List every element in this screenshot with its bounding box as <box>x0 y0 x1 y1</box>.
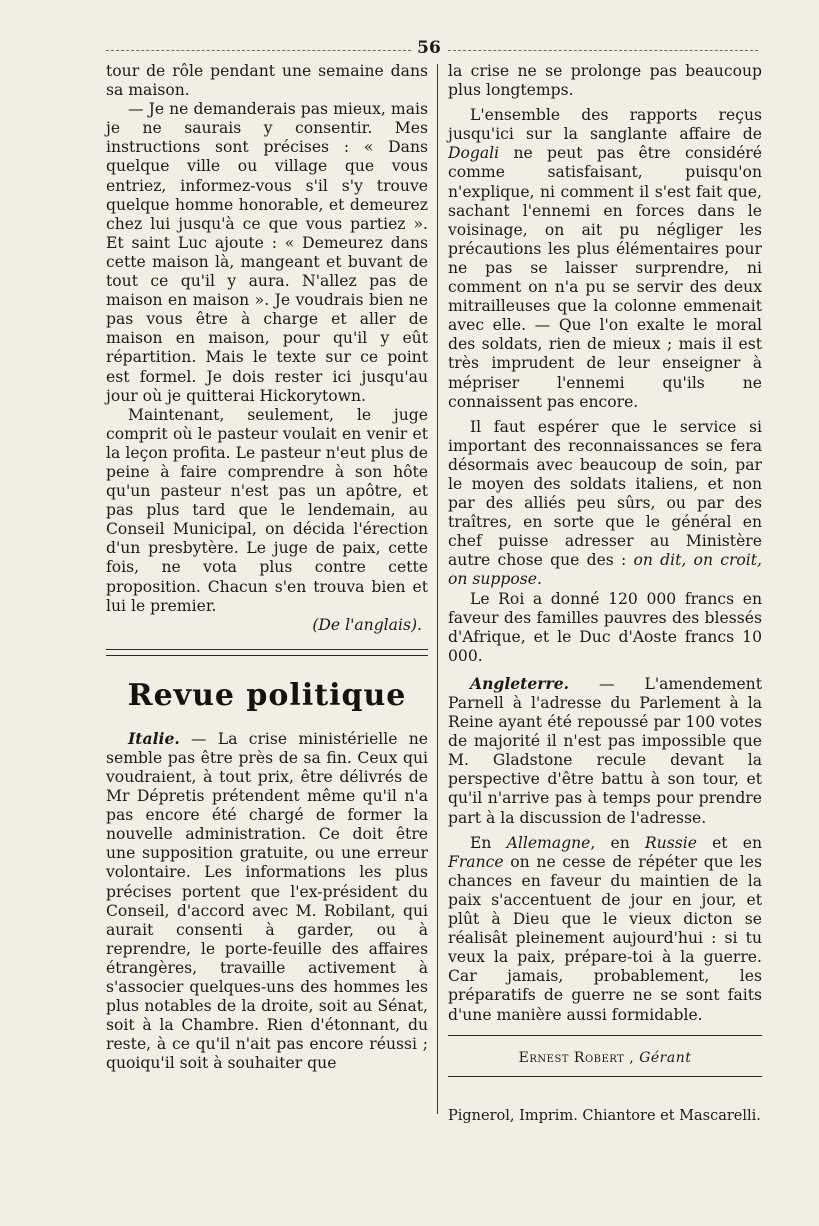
paragraph: Maintenant, seulement, le juge comprit où le pasteur voulait en venir et la leçon profita. Le pasteur n'eut plus de peine à faire comprendre à son hôte qu'un pasteur n'est pas un apôtre, et pas plus tard que le lendemain, au Conseil Municipal, on décida l'érection d'un presbytère. Le juge de paix, cette fois, ne vota plus contre cette proposition. Chacun s'en trouva bien et lui le premier. <box>106 405 428 615</box>
italie-text: — La crise ministérielle ne semble pas être près de sa fin. Ceux qui voudraient, à tout prix, être délivrés de Mr Dépretis prétendent même qu'il n'a pas encore été chargé de former la nouvelle administration. Ce doit être une supposition gratuite, ou une erreur volontaire. Les informations les plus précises portent que l'ex-président du Conseil, d'accord avec M. Robilant, qui aurait consenti à garder, ou à reprendre, le porte-feuille des affaires étrangères, travaille activement à s'associer quelques-uns des hommes les plus notables de la droite, soit au Sénat, soit à la Chambre. Rien d'étonnant, du reste, à ce qu'il n'ait pas encore réussi ; quoiqu'il soit à souhaiter que <box>106 729 428 1073</box>
text-span: , en <box>590 833 645 852</box>
text-span: ne peut pas être considéré comme satisfaisant, puisqu'on n'explique, ni comment il s'est fait que, sachant l'ennemi en forces dans le voisinage, on ait pu négliger les précautions les plus élémentaires pour ne pas se laisser surprendre, ni comment on n'a pu se servir des deux mitrailleuses que la colonne emmenait avec elle. — Que l'on exalte le moral des soldats, rien de mieux ; mais il est très imprudent de leur enseigner à mépriser l'ennemi qu'ils ne connaissent pas encore. <box>448 144 762 411</box>
closing-rule <box>448 1035 762 1036</box>
angleterre-paragraph <box>448 674 762 828</box>
italic-quote: on dit, on croit, on suppose. <box>448 551 762 589</box>
column-divider <box>437 64 438 1114</box>
header-rule-left <box>106 50 411 51</box>
right-column <box>448 62 762 1126</box>
country-name: Russie <box>644 833 697 852</box>
section-divider <box>106 649 428 656</box>
gerant-rule <box>448 1076 762 1077</box>
reconnaissance-paragraph <box>448 418 762 590</box>
italie-paragraph <box>106 729 428 1074</box>
country-label-italie: Italie. <box>128 728 180 748</box>
country-name: France <box>448 852 504 871</box>
paragraph: — Je ne demanderais pas mieux, mais je ne saurais y consentir. Mes instructions sont précises : « Dans quelque ville ou village que vous entriez, informez-vous s'il s'y trouve quelque homme honorable, et demeurez chez lui jusqu'à ce que vous partiez ». Et saint Luc ajoute : « Demeurez dans cette maison là, mangeant et buvant de tout ce qu'il y aura. N'allez pas de maison en maison ». Je voudrais bien ne pas vous être à charge et aller de maison en maison, pour qu'il y eût répartition. Mais le texte sur ce point est formel. Je dois rester ici jusqu'au jour où je quitterai Hickorytown. <box>106 100 428 405</box>
text-span: L'ensemble des rapports reçus jusqu'ici sur la sanglante affaire de <box>448 106 762 144</box>
text-span: En <box>470 833 507 852</box>
text-span: et en <box>696 833 762 852</box>
gerant-role: Gérant <box>639 1049 692 1066</box>
paragraph: tour de rôle pendant une semaine dans sa maison. <box>106 62 428 100</box>
text-span: on ne cesse de répéter que les chances en faveur du maintien de la paix s'accentuent de jour en jour, et plût à Dieu que le vieux dicton se réalisât pleinement aujourd'hui : si tu veux la paix, prépare-toi à la guerre. Car jamais, probablement, les préparatifs de guerre ne se sont faits d'une manière aussi formidable. <box>448 852 762 1024</box>
page-number: 56 <box>417 38 441 58</box>
dogali-paragraph <box>448 106 762 412</box>
article-signature: (De l'anglais). <box>312 615 422 634</box>
section-title: Revue politique <box>127 677 407 713</box>
gerant-line <box>448 1050 762 1066</box>
gerant-sep: , <box>624 1049 640 1066</box>
header-rule-right <box>448 50 758 51</box>
paragraph: la crise ne se prolonge pas beaucoup plus longtemps. <box>448 62 762 100</box>
angleterre-text: — L'amendement Parnell à l'adresse du Parlement à la Reine ayant été repoussé par 100 votes de majorité il n'est pas impossible que M. Gladstone recule devant la perspective d'être battu à son tour, et qu'il n'arrive pas à temps pour prendre part à la discussion de l'adresse. <box>448 674 762 827</box>
place-name: Dogali <box>448 144 500 163</box>
country-label-angleterre: Angleterre. <box>470 673 570 693</box>
text-span: Il faut espérer que le service si important des reconnaissances se fera désormais avec beaucoup de soin, par le moyen des soldats italiens, et non par des alliés peu sûrs, ou par des traîtres, en sorte que le général en chef puisse adresser au Ministère autre chose que des : <box>448 417 762 570</box>
roi-paragraph: Le Roi a donné 120 000 francs en faveur des familles pauvres des blessés d'Afrique, et le Duc d'Aoste francs 10 000. <box>448 589 762 665</box>
europe-paragraph <box>448 834 762 1025</box>
gerant-name: Ernest Robert <box>518 1049 625 1066</box>
country-name: Allemagne <box>506 833 591 852</box>
imprint-line: Pignerol, Imprim. Chiantore et Mascarelli. <box>448 1107 761 1124</box>
left-column <box>106 62 428 1074</box>
